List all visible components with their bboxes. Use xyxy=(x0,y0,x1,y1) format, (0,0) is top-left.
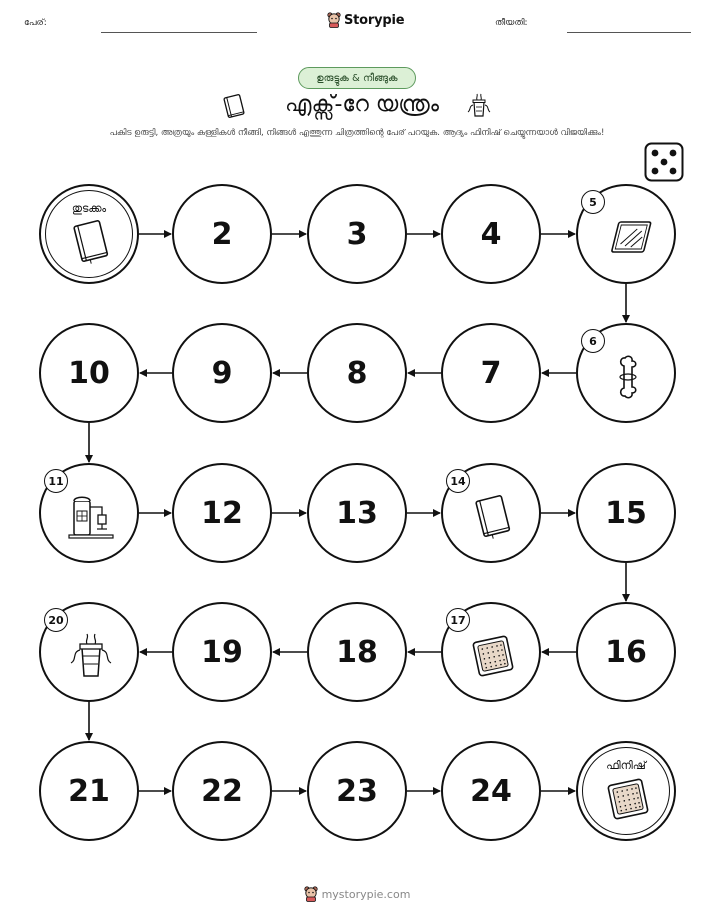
board-cell-16[interactable] xyxy=(576,602,676,702)
board-cell-15[interactable] xyxy=(576,463,676,563)
glass-plate-icon xyxy=(603,214,653,262)
cell-number-badge: 11 xyxy=(44,469,68,493)
cell-number: 10 xyxy=(68,355,110,391)
board-cell-7[interactable] xyxy=(441,323,541,423)
cell-number: 19 xyxy=(201,634,243,670)
cell-number: 24 xyxy=(470,773,512,809)
cell-label: ഫിനിഷ് xyxy=(606,759,646,772)
cell-number: 3 xyxy=(346,216,368,252)
board-cell-22[interactable] xyxy=(172,741,272,841)
cell-number-badge: 14 xyxy=(446,469,470,493)
board-cell-18[interactable] xyxy=(307,602,407,702)
board-cell-13[interactable] xyxy=(307,463,407,563)
cell-number: 9 xyxy=(211,355,233,391)
board-cell-5[interactable] xyxy=(576,184,676,284)
board-cell-24[interactable] xyxy=(441,741,541,841)
cell-number: 18 xyxy=(336,634,378,670)
cell-number: 15 xyxy=(605,495,647,531)
cell-number-badge: 17 xyxy=(446,608,470,632)
cell-number: 4 xyxy=(480,216,502,252)
book-icon xyxy=(468,493,518,541)
book-icon xyxy=(66,218,116,266)
board-cell-12[interactable] xyxy=(172,463,272,563)
board-cell-11[interactable] xyxy=(39,463,139,563)
cell-number: 2 xyxy=(211,216,233,252)
mascot-icon xyxy=(304,886,318,902)
film-plate-icon xyxy=(468,632,518,680)
board-cell-3[interactable] xyxy=(307,184,407,284)
board-cell-17[interactable] xyxy=(441,602,541,702)
board-cell-9[interactable] xyxy=(172,323,272,423)
cell-number-badge: 20 xyxy=(44,608,68,632)
cell-number: 16 xyxy=(605,634,647,670)
name-label: പേര്: xyxy=(24,18,47,28)
lab-jar-icon xyxy=(66,632,116,680)
instructions: പകിട ഉരുട്ടി, അത്രയും കള്ളികൾ നീങ്ങി, നിങ്ങൾ എത്തുന്ന ചിത്രത്തിന്റെ പേര് പറയുക. ആദ്യം ഫിനിഷ് ചെയ്യുന്നയാൾ വിജയിക്കും! xyxy=(109,128,605,138)
board-cell-1[interactable] xyxy=(39,184,139,284)
board-cell-14[interactable] xyxy=(441,463,541,563)
board-cell-25[interactable] xyxy=(576,741,676,841)
board-cell-4[interactable] xyxy=(441,184,541,284)
cell-number: 7 xyxy=(480,355,502,391)
cell-label: തുടക്കം xyxy=(71,202,107,215)
cell-number-badge: 5 xyxy=(581,190,605,214)
board-cell-20[interactable] xyxy=(39,602,139,702)
board-cell-10[interactable] xyxy=(39,323,139,423)
board-cell-6[interactable] xyxy=(576,323,676,423)
board-cell-19[interactable] xyxy=(172,602,272,702)
cell-number: 13 xyxy=(336,495,378,531)
page-title: എക്സ്-റേ യന്ത്രം xyxy=(285,92,439,117)
game-type-badge: ഉരുട്ടുക & നീങ്ങുക xyxy=(298,67,416,89)
cell-number: 12 xyxy=(201,495,243,531)
brand-name: Storypie xyxy=(344,12,405,28)
board-cell-8[interactable] xyxy=(307,323,407,423)
board-cell-2[interactable] xyxy=(172,184,272,284)
cell-number: 22 xyxy=(201,773,243,809)
cell-number: 23 xyxy=(336,773,378,809)
footer xyxy=(0,886,714,902)
cell-number-badge: 6 xyxy=(581,329,605,353)
xray-machine-icon xyxy=(66,493,116,541)
date-label: തീയതി: xyxy=(495,18,528,28)
film-plate-icon xyxy=(603,775,653,823)
cell-number: 21 xyxy=(68,773,110,809)
bone-icon xyxy=(603,353,653,401)
cell-number: 8 xyxy=(346,355,368,391)
board-cell-21[interactable] xyxy=(39,741,139,841)
board-cell-23[interactable] xyxy=(307,741,407,841)
footer-url[interactable]: mystorypie.com xyxy=(321,887,411,901)
